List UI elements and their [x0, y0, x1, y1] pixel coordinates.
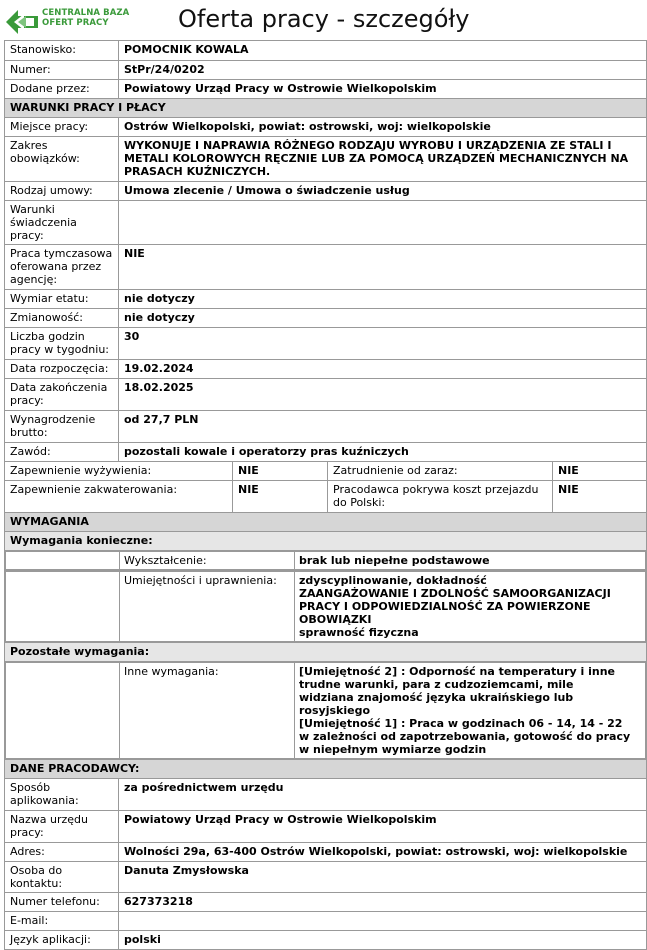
end-label: Data zakończenia pracy: [5, 379, 119, 411]
offer-table [4, 40, 647, 950]
hours-dim-label: Wymiar etatu: [5, 290, 119, 309]
row-duties [5, 137, 647, 182]
row-number [5, 61, 647, 80]
apply-label: Sposób aplikowania: [5, 779, 119, 811]
travel-label: Pracodawca pokrywa koszt przejazdu do Polski: [328, 481, 553, 513]
row-work-conditions [5, 201, 647, 245]
phone-label: Numer telefonu: [5, 893, 119, 912]
email-value [119, 912, 647, 931]
education-value: brak lub niepełne podstawowe [295, 552, 646, 570]
immediate-value: NIE [553, 462, 647, 481]
section-employer-title: DANE PRACODAWCY: [5, 760, 647, 779]
position-label: Stanowisko: [5, 41, 119, 61]
row-place [5, 118, 647, 137]
skills-value-2: ZAANGAŻOWANIE I ZDOLNOŚĆ SAMOORGANIZACJI PRACY I ODPOWIEDZIALNOŚĆ ZA POWIERZONE OBOWIĄZKI [299, 587, 611, 626]
section-conditions-title: WARUNKI PRACY I PŁACY [5, 99, 647, 118]
duties-label: Zakres obowiązków: [5, 137, 119, 182]
row-shifts [5, 309, 647, 328]
row-position [5, 41, 647, 61]
skills-values [295, 572, 646, 642]
apply-value: za pośrednictwem urzędu [119, 779, 647, 811]
food-label: Zapewnienie wyżywienia: [5, 462, 233, 481]
row-salary [5, 411, 647, 443]
number-value: StPr/24/0202 [119, 61, 647, 80]
added-by-value: Powiatowy Urząd Pracy w Ostrowie Wielkopolskim [119, 80, 647, 99]
section-requirements [5, 513, 647, 532]
other-inner [5, 662, 646, 759]
other-value-2: [Umiejętność 1] : Praca w godzinach 06 - 14, 14 - 22 w zależności od zapotrzebowania, gotowość do pracy w niepełnym wymiarze godzin [299, 717, 631, 756]
contract-label: Rodzaj umowy: [5, 182, 119, 201]
place-label: Miejsce pracy: [5, 118, 119, 137]
office-label: Nazwa urzędu pracy: [5, 811, 119, 843]
logo-line-2: OFERT PRACY [42, 18, 109, 28]
work-conditions-label: Warunki świadczenia pracy: [5, 201, 119, 245]
email-label: E-mail: [5, 912, 119, 931]
start-label: Data rozpoczęcia: [5, 360, 119, 379]
number-label: Numer: [5, 61, 119, 80]
row-other [5, 662, 647, 760]
skills-label: Umiejętności i uprawnienia: [120, 572, 295, 642]
housing-label: Zapewnienie zakwaterowania: [5, 481, 233, 513]
section-employer [5, 760, 647, 779]
contact-label: Osoba do kontaktu: [5, 862, 119, 893]
row-address [5, 843, 647, 862]
row-weekly-hours [5, 328, 647, 360]
logo-text [42, 8, 129, 28]
subsection-required [5, 532, 647, 551]
housing-value: NIE [233, 481, 328, 513]
weekly-hours-value: 30 [119, 328, 647, 360]
education-inner [5, 551, 646, 570]
row-office [5, 811, 647, 843]
row-food-immediate [5, 462, 647, 481]
row-email [5, 912, 647, 931]
added-by-label: Dodane przez: [5, 80, 119, 99]
row-skills [5, 571, 647, 643]
row-housing-travel [5, 481, 647, 513]
other-label: Inne wymagania: [120, 663, 295, 759]
row-hours-dim [5, 290, 647, 309]
skills-inner [5, 571, 646, 642]
occupation-label: Zawód: [5, 443, 119, 462]
skills-value-3: sprawność fizyczna [299, 626, 419, 639]
subsection-other [5, 643, 647, 662]
end-value: 18.02.2025 [119, 379, 647, 411]
address-value: Wolności 29a, 63-400 Ostrów Wielkopolski, powiat: ostrowski, woj: wielkopolskie [119, 843, 647, 862]
contract-value: Umowa zlecenie / Umowa o świadczenie usług [119, 182, 647, 201]
row-phone [5, 893, 647, 912]
row-occupation [5, 443, 647, 462]
row-apply [5, 779, 647, 811]
travel-value: NIE [553, 481, 647, 513]
language-value: polski [119, 931, 647, 950]
row-temp [5, 245, 647, 290]
food-value: NIE [233, 462, 328, 481]
weekly-hours-label: Liczba godzin pracy w tygodniu: [5, 328, 119, 360]
salary-label: Wynagrodzenie brutto: [5, 411, 119, 443]
logo-line-1: CENTRALNA BAZA [42, 8, 130, 18]
row-end [5, 379, 647, 411]
shifts-label: Zmianowość: [5, 309, 119, 328]
phone-value: 627373218 [119, 893, 647, 912]
occupation-value: pozostali kowale i operatorzy pras kuźniczych [119, 443, 647, 462]
row-added-by [5, 80, 647, 99]
temp-label: Praca tymczasowa oferowana przez agencję: [5, 245, 119, 290]
education-label: Wykształcenie: [120, 552, 295, 570]
header [0, 0, 647, 40]
page-title: Oferta pracy - szczegóły [178, 5, 470, 33]
section-requirements-title: WYMAGANIA [5, 513, 647, 532]
row-start [5, 360, 647, 379]
work-conditions-value [119, 201, 647, 245]
start-value: 19.02.2024 [119, 360, 647, 379]
shifts-value: nie dotyczy [119, 309, 647, 328]
row-language [5, 931, 647, 950]
other-value-1: [Umiejętność 2] : Odporność na temperatury i inne trudne warunki, para z cudzoziemcami, mile widziana znajomość języka ukraińskiego lub rosyjskiego [299, 665, 615, 717]
row-contact [5, 862, 647, 893]
immediate-label: Zatrudnienie od zaraz: [328, 462, 553, 481]
hours-dim-value: nie dotyczy [119, 290, 647, 309]
required-title: Wymagania konieczne: [5, 532, 647, 551]
row-contract [5, 182, 647, 201]
other-title: Pozostałe wymagania: [5, 643, 647, 662]
address-label: Adres: [5, 843, 119, 862]
position-value: POMOCNIK KOWALA [119, 41, 647, 61]
office-value: Powiatowy Urząd Pracy w Ostrowie Wielkopolskim [119, 811, 647, 843]
place-value: Ostrów Wielkopolski, powiat: ostrowski, woj: wielkopolskie [119, 118, 647, 137]
row-education [5, 551, 647, 571]
duties-value: WYKONUJE I NAPRAWIA RÓŻNEGO RODZAJU WYROBU I URZĄDZENIA ZE STALI I METALI KOLOROWYCH RĘCZNIE LUB ZA POMOCĄ URZĄDZEŃ MECHANICZNYCH NA PRASACH KUŹNICZYCH. [119, 137, 647, 182]
temp-value: NIE [119, 245, 647, 290]
language-label: Język aplikacji: [5, 931, 119, 950]
contact-value: Danuta Zmysłowska [119, 862, 647, 893]
other-values [295, 663, 646, 759]
salary-value: od 27,7 PLN [119, 411, 647, 443]
skills-value-1: zdyscyplinowanie, dokładność [299, 574, 487, 587]
section-conditions [5, 99, 647, 118]
